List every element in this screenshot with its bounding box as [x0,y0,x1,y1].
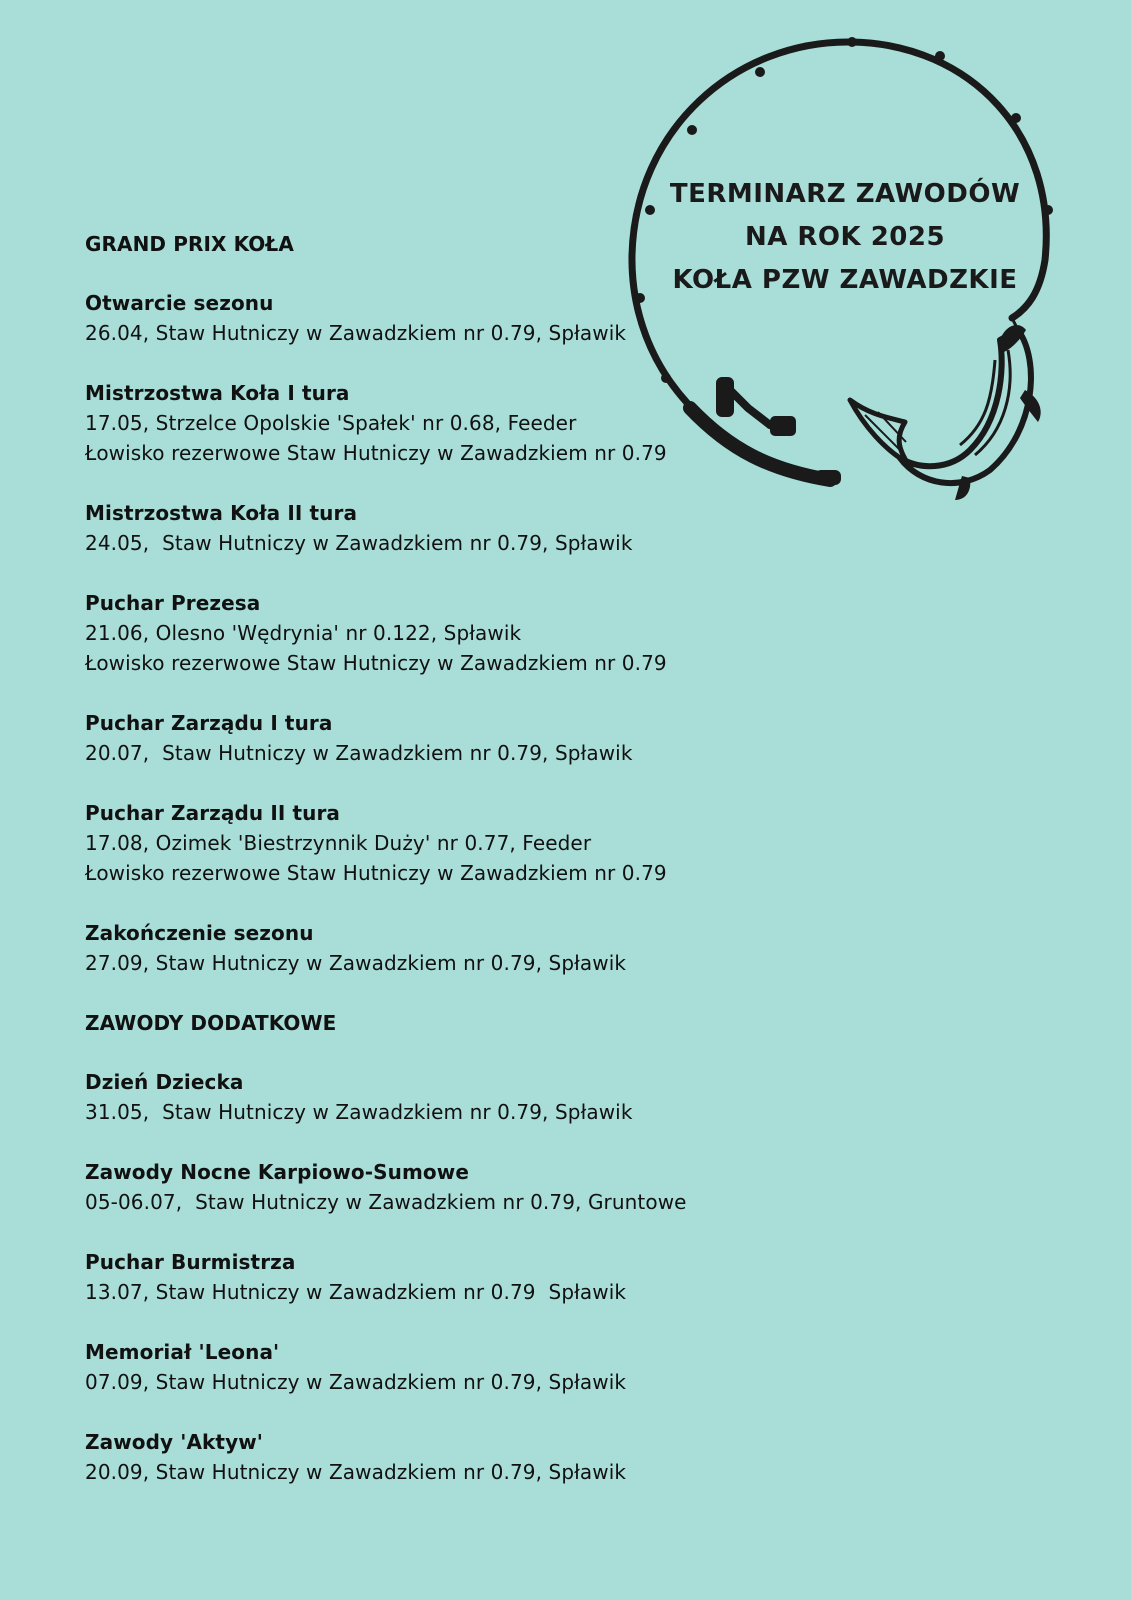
event-title: Zawody Nocne Karpiowo-Sumowe [85,1160,469,1184]
event-item [85,498,765,558]
event-title: Puchar Zarządu II tura [85,801,341,825]
event-details: 20.09, Staw Hutniczy w Zawadzkiem nr 0.79, Spławik [85,1460,627,1484]
event-item [85,288,765,348]
title-line-1: TERMINARZ ZAWODÓW [669,179,1021,209]
event-details: 17.08, Ozimek 'Biestrzynnik Duży' nr 0.77, Feeder [85,831,592,855]
event-reserve-venue: Łowisko rezerwowe Staw Hutniczy w Zawadzkiem nr 0.79 [85,861,667,885]
event-item [85,708,765,768]
event-details: 27.09, Staw Hutniczy w Zawadzkiem nr 0.79, Spławik [85,951,627,975]
event-title: Puchar Burmistrza [85,1250,296,1274]
event-reserve-venue: Łowisko rezerwowe Staw Hutniczy w Zawadzkiem nr 0.79 [85,441,667,465]
event-details: 20.07, Staw Hutniczy w Zawadzkiem nr 0.79, Spławik [85,741,633,765]
event-item [85,378,765,468]
section-heading-grand-prix: GRAND PRIX KOŁA [85,232,294,256]
title-line-2: NA ROK 2025 [744,222,946,252]
event-details: 24.05, Staw Hutniczy w Zawadzkiem nr 0.79, Spławik [85,531,633,555]
event-title: Zakończenie sezonu [85,921,314,945]
event-details: 21.06, Olesno 'Wędrynia' nr 0.122, Spławik [85,621,522,645]
event-title: Zawody 'Aktyw' [85,1430,264,1454]
event-item [85,1427,765,1487]
event-details: 31.05, Staw Hutniczy w Zawadzkiem nr 0.79, Spławik [85,1100,633,1124]
event-item [85,1337,765,1397]
event-item [85,1247,765,1307]
event-reserve-venue: Łowisko rezerwowe Staw Hutniczy w Zawadzkiem nr 0.79 [85,651,667,675]
title-line-3: KOŁA PZW ZAWADZKIE [672,265,1018,295]
event-item [85,1067,765,1127]
competition-schedule [85,229,765,1517]
event-details: 05-06.07, Staw Hutniczy w Zawadzkiem nr 0.79, Gruntowe [85,1190,687,1214]
event-details: 13.07, Staw Hutniczy w Zawadzkiem nr 0.79 Spławik [85,1280,627,1304]
event-title: Dzień Dziecka [85,1070,244,1094]
event-title: Puchar Prezesa [85,591,261,615]
event-details: 26.04, Staw Hutniczy w Zawadzkiem nr 0.79, Spławik [85,321,627,345]
event-item [85,588,765,678]
event-title: Mistrzostwa Koła I tura [85,381,350,405]
event-item [85,1157,765,1217]
event-item [85,918,765,978]
event-details: 17.05, Strzelce Opolskie 'Spałek' nr 0.68, Feeder [85,411,577,435]
event-title: Mistrzostwa Koła II tura [85,501,358,525]
event-details: 07.09, Staw Hutniczy w Zawadzkiem nr 0.79, Spławik [85,1370,627,1394]
event-title: Otwarcie sezonu [85,291,274,315]
section-heading-additional: ZAWODY DODATKOWE [85,1011,337,1035]
event-title: Puchar Zarządu I tura [85,711,333,735]
event-item [85,798,765,888]
event-title: Memoriał 'Leona' [85,1340,280,1364]
